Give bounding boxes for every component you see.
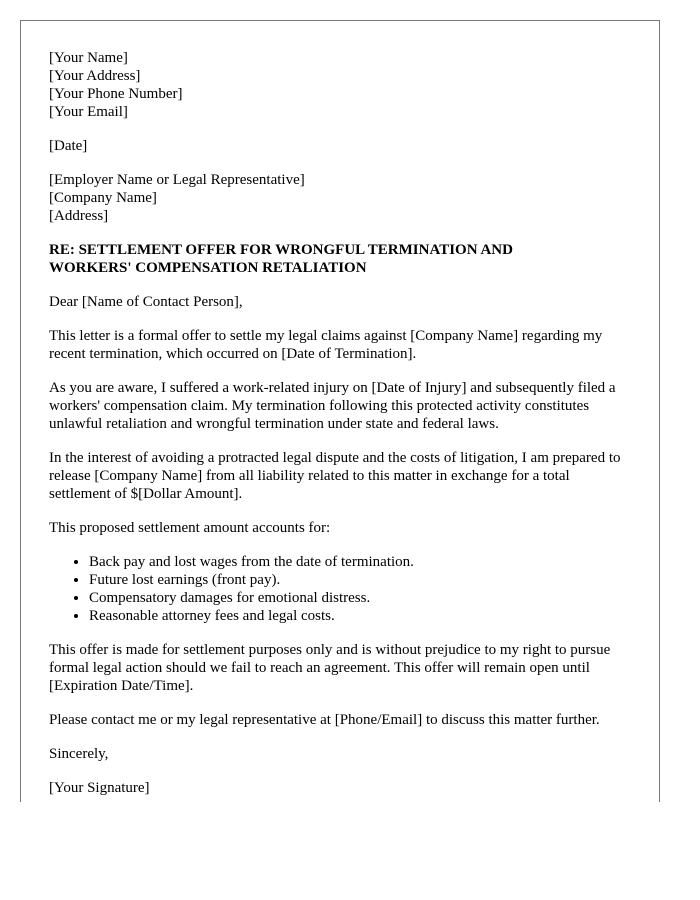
- letter-page: [20, 20, 660, 802]
- paragraph-offer: This letter is a formal offer to settle my legal claims against [Company Name] regarding my recent termination, which occurred on [Date of Termination].: [49, 328, 603, 362]
- paragraph-without-prejudice: This offer is made for settlement purposes only and is without prejudice to my right to pursue formal legal action should we fail to reach an agreement. This offer will remain open until [Expiration Date/Time].: [49, 642, 611, 694]
- date-block: [49, 137, 629, 155]
- claim-item-attorney-fees: • Reasonable attorney fees and legal costs.: [89, 607, 629, 625]
- letter-date: [Date]: [49, 138, 88, 154]
- letter-body: [49, 49, 629, 802]
- sender-phone: [Your Phone Number]: [49, 86, 183, 102]
- salutation: Dear [Name of Contact Person],: [49, 294, 243, 310]
- recipient-name: [Employer Name or Legal Representative]: [49, 172, 305, 188]
- sender-name: [Your Name]: [49, 50, 128, 66]
- claims-list: [49, 553, 629, 625]
- paragraph-accounts-for: This proposed settlement amount accounts for:: [49, 520, 331, 536]
- sender-email: [Your Email]: [49, 104, 128, 120]
- claim-item-back-pay: • Back pay and lost wages from the date of termination.: [89, 553, 629, 571]
- subject-line-2: WORKERS' COMPENSATION RETALIATION: [49, 260, 367, 276]
- recipient-company: [Company Name]: [49, 190, 157, 206]
- claim-item-front-pay: • Future lost earnings (front pay).: [89, 571, 629, 589]
- recipient-block: [49, 171, 629, 225]
- signoff: Sincerely,: [49, 746, 109, 762]
- sender-block: [49, 49, 629, 121]
- signature-placeholder: [Your Signature]: [49, 780, 150, 796]
- sender-address: [Your Address]: [49, 68, 141, 84]
- recipient-address: [Address]: [49, 208, 109, 224]
- paragraph-injury: As you are aware, I suffered a work-related injury on [Date of Injury] and subsequently filed a workers' compensation claim. My termination following this protected activity constitutes unlawful retaliation and wrongful termination under state and federal laws.: [49, 380, 616, 432]
- paragraph-settlement: In the interest of avoiding a protracted legal dispute and the costs of litigation, I am prepared to release [Company Name] from all liability related to this matter in exchange for a total settlement of $[Dollar Amount].: [49, 450, 621, 502]
- subject-line: [49, 241, 629, 277]
- claim-item-emotional-distress: • Compensatory damages for emotional distress.: [89, 589, 629, 607]
- paragraph-contact: Please contact me or my legal representative at [Phone/Email] to discuss this matter further.: [49, 712, 600, 728]
- subject-line-1: RE: SETTLEMENT OFFER FOR WRONGFUL TERMINATION AND: [49, 242, 513, 258]
